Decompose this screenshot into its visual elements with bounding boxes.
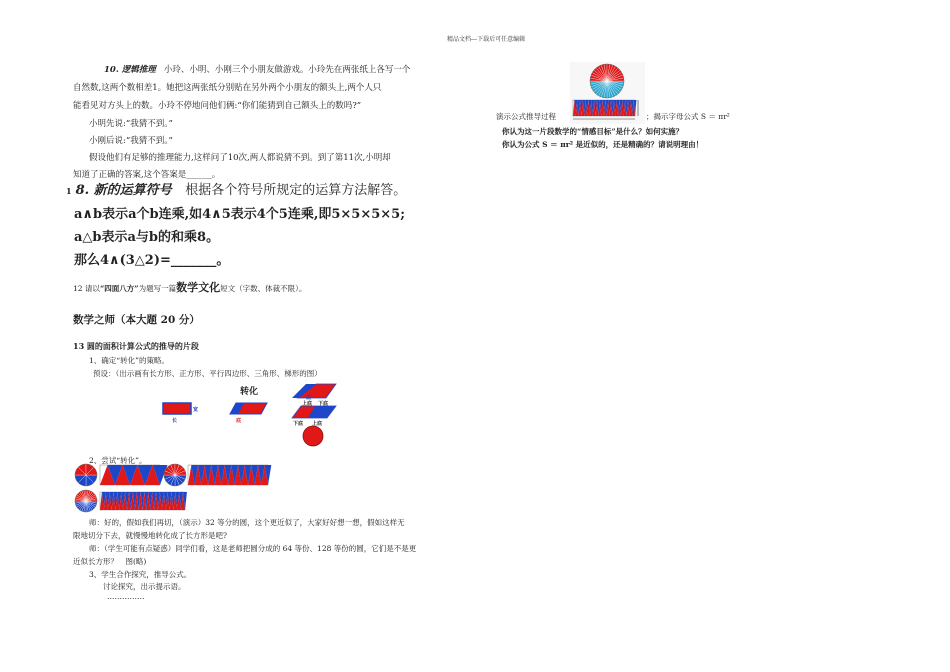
section-title: 数学之师（本大题 20 分）: [73, 314, 200, 326]
q10-line-1: [104, 61, 410, 79]
conversion-figure: [160, 380, 360, 450]
q12-big: 数学文化: [176, 281, 221, 294]
circle-shape: [303, 426, 323, 446]
q8-title: 8. 新的运算符号: [75, 183, 172, 198]
q12-mid: 为题写一篇: [138, 284, 177, 293]
label-xiadi-2: 下底: [293, 421, 304, 427]
fig-title: 转化: [240, 387, 259, 397]
q8-line-3: a△b表示a与b的和乘8。: [74, 230, 220, 245]
circle-cut-figure: [75, 463, 270, 513]
label-di: 底: [236, 418, 242, 424]
q10-text-1: 小玲、小明、小刚三个小朋友做游戏。小玲先在两张纸上各写一个: [163, 65, 411, 75]
right-question-1: 你认为这一片段数学的“情感目标”是什么？如何实施？: [502, 127, 684, 136]
q13-discuss: 讨论探究，出示提示语。: [103, 582, 186, 591]
label-di-2: 底: [306, 395, 312, 401]
q13-p2-line-2: 近似长方形？ 图(略): [73, 557, 147, 566]
q13-step1: 1、确定“转化”的策略。: [89, 356, 169, 365]
q10-title: 10. 逻辑推理: [104, 65, 156, 75]
page-header: 精品文档---下载后可任意编辑: [447, 36, 526, 43]
q13-title: 13 圆的面积计算公式的推导的片段: [73, 341, 199, 351]
q10-line-3: 能看见对方头上的数。小玲不停地问他们俩:“你们能猜到自己额头上的数吗?”: [73, 101, 362, 111]
q10-line-4: 小明先说:“我猜不到。”: [89, 119, 173, 129]
q13-p1-line-1: 师：好的，假如我们再切，（演示）32 等分的圆，这个更近似了，大家好好想一想，假如这样无: [89, 518, 405, 527]
label-kuan: 宽: [193, 407, 199, 413]
q13-step3: 3、学生合作探究，推导公式。: [89, 570, 192, 579]
q12-line: [73, 279, 306, 295]
q12-quoted: “四面八方”: [99, 284, 139, 293]
q8-line-2: a∧b表示a个b连乘,如4∧5表示4个5连乘,即5×5×5×5;: [74, 207, 406, 222]
demo-prefix: 演示公式推导过程: [496, 112, 556, 121]
q13-p2-line-1: 师：（学生可能有点疑惑）同学们看，这是老师把圆分成的 64 等份、128 等份的圆，它们是不是更: [89, 544, 417, 553]
q12-prefix: 12 请以: [73, 284, 100, 293]
q8-line-4: 那么4∧(3△2)=_______。: [74, 253, 230, 268]
label-shangdi-1: 上底: [302, 401, 313, 407]
rectangle-shape: [163, 403, 191, 414]
q12-suffix: 短文（字数、体裁不限）。: [220, 284, 307, 293]
q8-line-1: [66, 180, 406, 202]
q13-preset: 预设：（出示画有长方形、正方形、平行四边形、三角形、梯形的图）: [93, 369, 322, 378]
q8-num: 1: [66, 186, 72, 196]
demo-suffix: ；揭示字母公式 S ＝ πr²: [646, 112, 730, 121]
label-xiadi-1: 下底: [318, 401, 329, 407]
q13-p1-line-2: 限地切分下去，就慢慢地转化成了长方形是吧?: [73, 531, 228, 540]
right-question-2: 你认为公式 S ＝ πr² 是近似的，还是精确的？请说明理由！: [502, 140, 704, 149]
q10-line-7: 知道了正确的答案,这个答案是______。: [73, 170, 221, 180]
q10-line-6: 假设他们有足够的推理能力,这样问了10次,两人都说猜不到。到了第11次,小明却: [89, 153, 391, 163]
q10-line-5: 小刚后说:“我猜不到。”: [89, 136, 173, 146]
formula-demo-figure: [570, 62, 645, 124]
q13-step2: 2、尝试“转化”。: [89, 456, 147, 465]
q13-dots: ……………: [107, 592, 145, 601]
q8-intro: 根据各个符号所规定的运算方法解答。: [185, 183, 407, 198]
label-chang: 长: [172, 418, 178, 424]
q10-line-2: 自然数,这两个数相差1。她把这两张纸分别贴在另外两个小朋友的额头上,两个人只: [73, 83, 382, 93]
label-shangdi-2: 上底: [312, 421, 323, 427]
